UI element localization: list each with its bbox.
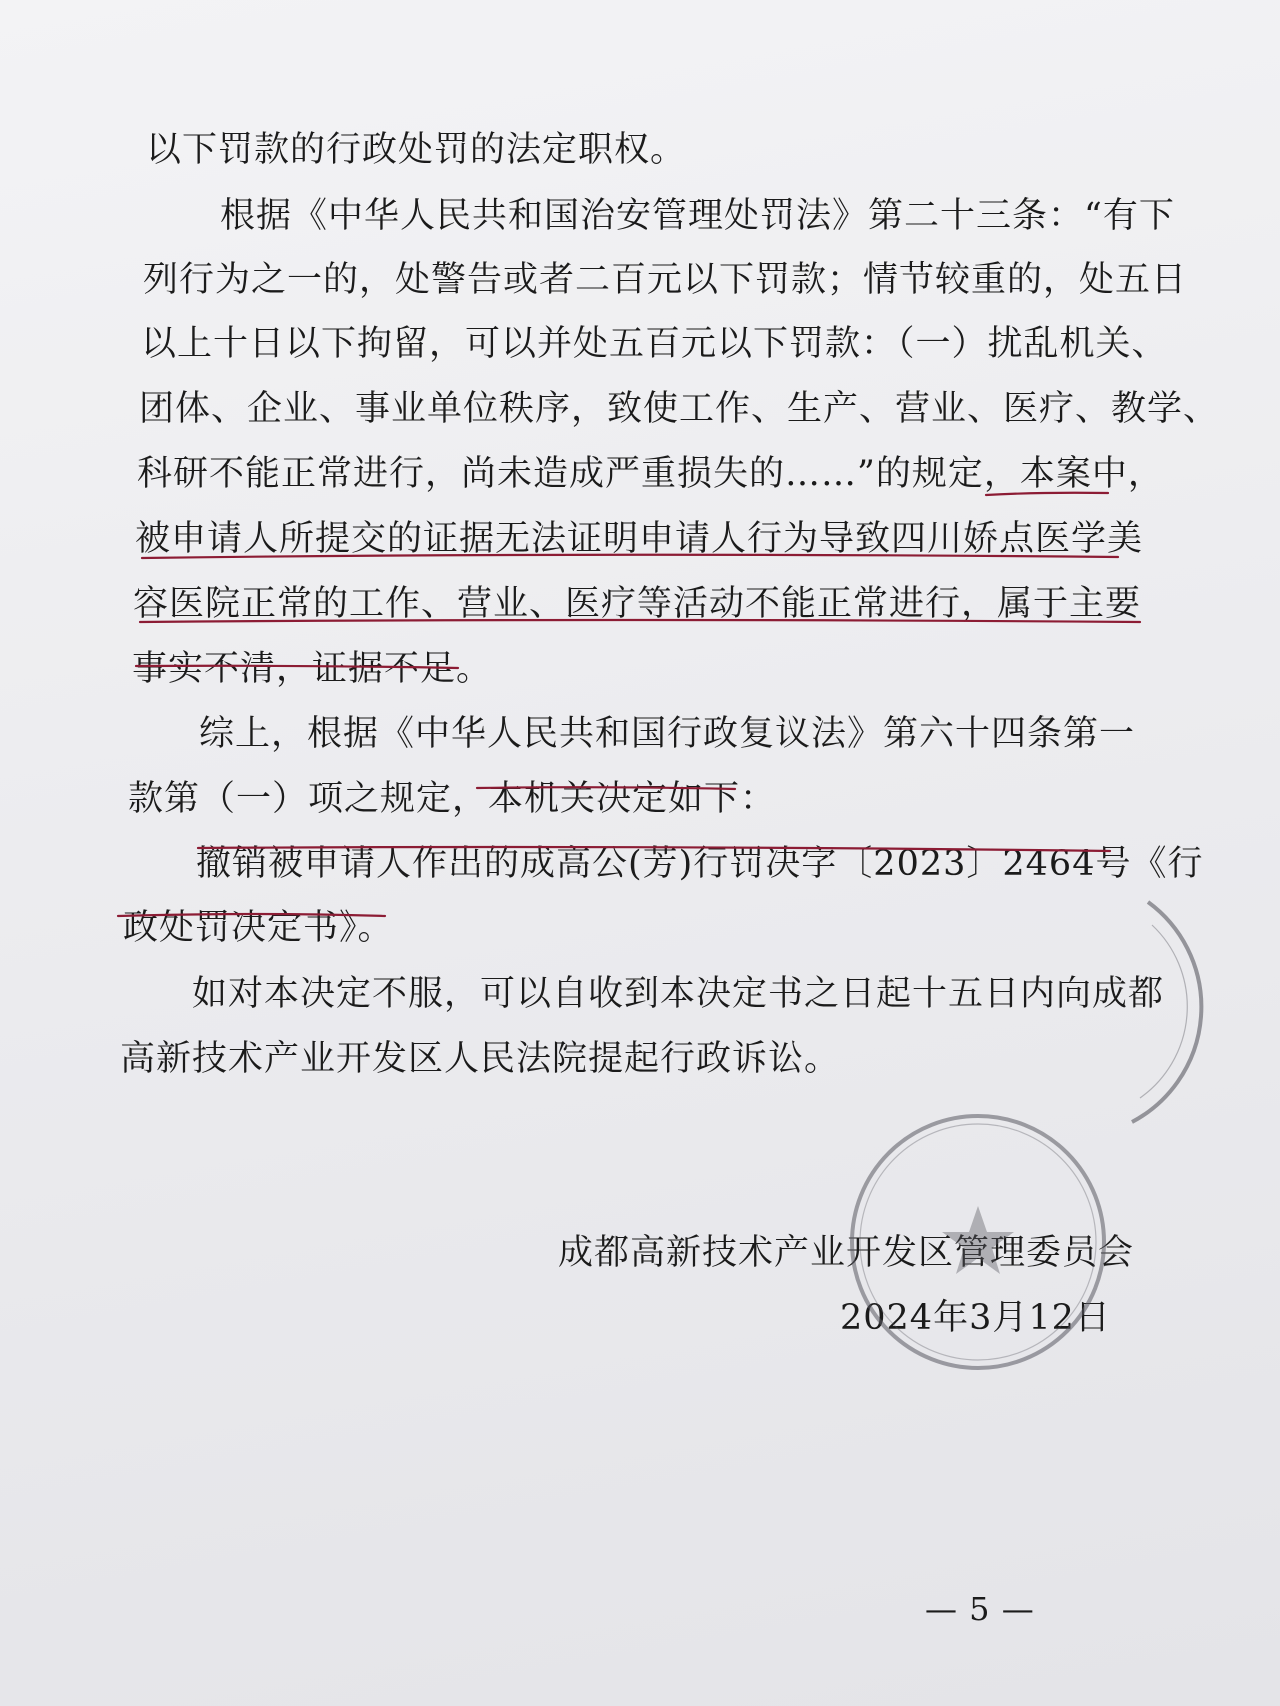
underline	[477, 787, 735, 789]
body-line: 容医院正常的工作、营业、医疗等活动不能正常进行，属于主要	[133, 584, 1142, 624]
body-line: 政处罚决定书》。	[123, 908, 394, 948]
body-line: 高新技术产业开发区人民法院提起行政诉讼。	[120, 1039, 841, 1079]
partial-seal-ring	[1132, 902, 1201, 1122]
partial-seal-inner	[1140, 925, 1187, 1098]
underline	[118, 914, 385, 916]
body-line: 撤销被申请人作出的成高公(芳)行罚决字〔2023〕2464号《行	[196, 844, 1204, 884]
body-line: 综上，根据《中华人民共和国行政复议法》第六十四条第一	[199, 714, 1136, 754]
underline	[140, 620, 1140, 622]
body-line: 款第（一）项之规定，本机关决定如下：	[128, 779, 777, 819]
body-line: 科研不能正常进行，尚未造成严重损失的……”的规定，本案中，	[137, 454, 1164, 494]
underline	[136, 666, 458, 668]
official-seal	[852, 1116, 1104, 1368]
red-underlines	[118, 493, 1140, 916]
issuer-name: 成都高新技术产业开发区管理委员会	[558, 1233, 1135, 1273]
underline	[986, 493, 1108, 495]
body-line: 以上十日以下拘留，可以并处五百元以下罚款：（一）扰乱机关、	[141, 324, 1168, 364]
body-line: 被申请人所提交的证据无法证明申请人行为导致四川娇点医学美	[135, 519, 1144, 559]
page-number: — 5 —	[925, 1590, 1035, 1628]
underline	[142, 555, 1118, 558]
body-line: 列行为之一的，处警告或者二百元以下罚款；情节较重的，处五日	[143, 260, 1188, 300]
seal-star-icon	[942, 1206, 1014, 1274]
body-line: 如对本决定不服，可以自收到本决定书之日起十五日内向成都	[192, 974, 1165, 1014]
body-line: 以下罚款的行政处罚的法定职权。	[146, 130, 687, 170]
issue-date: 2024年3月12日	[840, 1298, 1111, 1338]
body-line: 根据《中华人民共和国治安管理处罚法》第二十三条：“有下	[220, 196, 1175, 236]
body-line: 团体、企业、事业单位秩序，致使工作、生产、营业、医疗、教学、	[139, 389, 1220, 429]
partial-seal	[1132, 902, 1201, 1122]
body-line: 事实不清，证据不足。	[132, 649, 493, 689]
underline	[198, 847, 1110, 851]
